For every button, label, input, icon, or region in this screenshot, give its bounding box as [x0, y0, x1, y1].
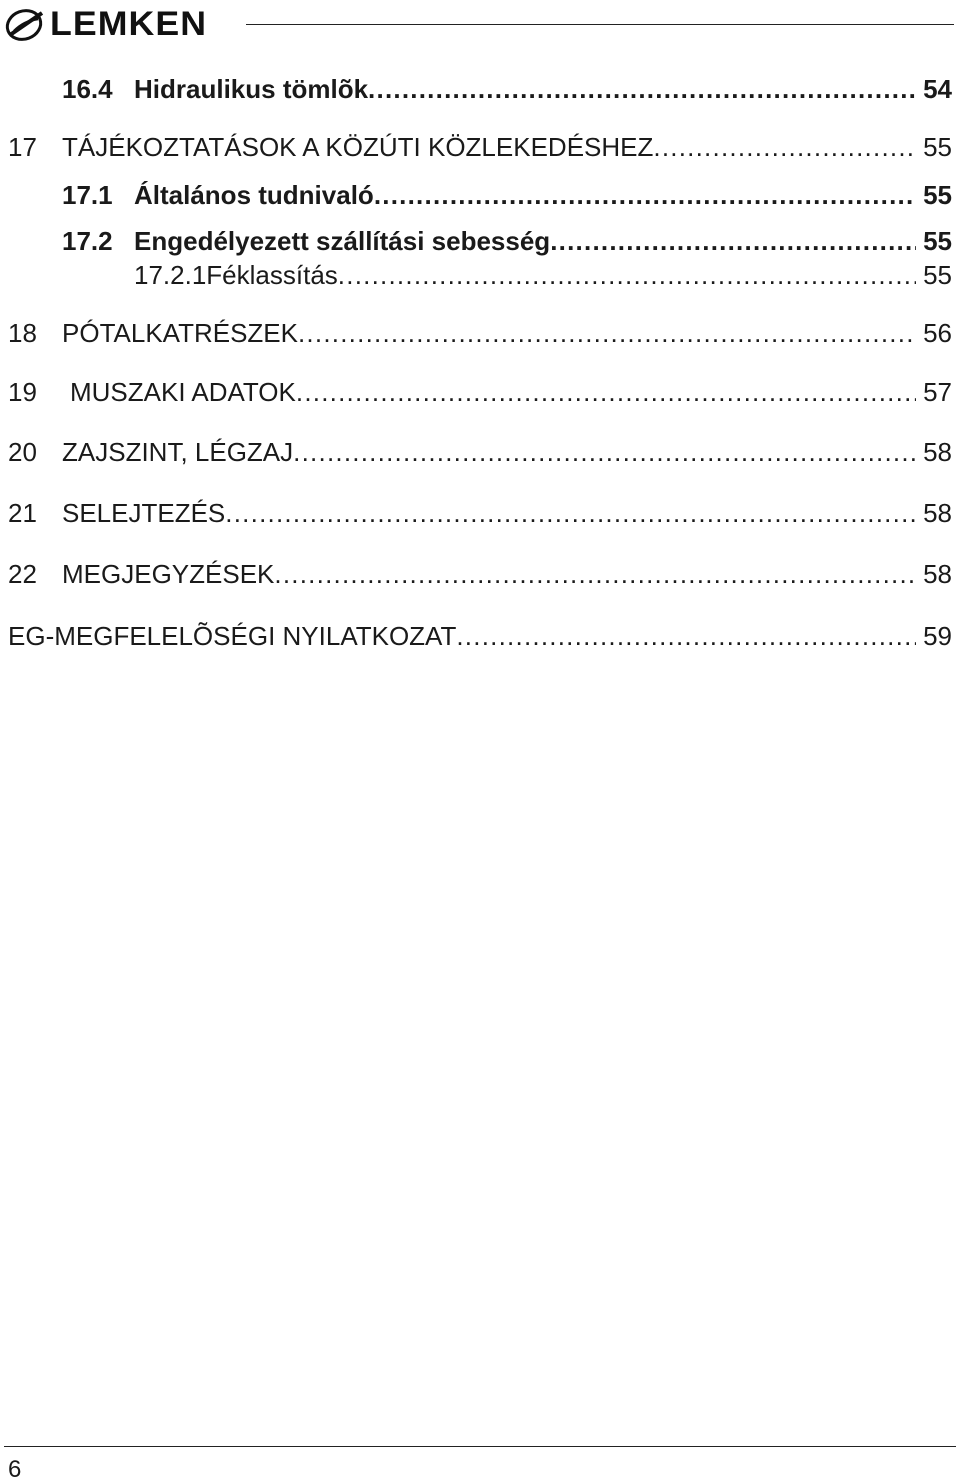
toc-entry[interactable]: [0, 316, 960, 350]
toc-entry[interactable]: [0, 178, 960, 212]
toc-entry-number: 17.1: [62, 180, 113, 210]
toc-dot-leader: [550, 224, 916, 258]
toc-entry-title-wrap: [62, 496, 916, 530]
toc-entry-number: 18: [8, 318, 37, 348]
header-rule: [246, 24, 954, 25]
toc-entry[interactable]: [0, 557, 960, 591]
toc-entry-title-wrap: [134, 258, 916, 292]
toc-entry-title-wrap: [62, 130, 916, 164]
toc-entry-number: 17.2: [62, 226, 113, 256]
toc-entry-title-wrap: [62, 316, 916, 350]
toc-entry-title: SELEJTEZÉS: [62, 498, 226, 528]
toc-entry-title: Hidraulikus tömlõk: [134, 74, 369, 104]
toc-dot-leader: [296, 375, 916, 409]
toc-entry-title-wrap: [134, 224, 916, 258]
toc-dot-leader: [274, 557, 916, 591]
toc-dot-leader: [368, 72, 916, 106]
toc-dot-leader: [338, 258, 916, 292]
toc-entry-title: TÁJÉKOZTATÁSOK A KÖZÚTI KÖZLEKEDÉSHEZ: [62, 132, 654, 162]
toc-entry-page: 55: [923, 180, 952, 210]
toc-entry-number-inline: 17.2.1: [134, 260, 207, 290]
toc-entry[interactable]: [0, 496, 960, 530]
toc-entry-page: 55: [923, 226, 952, 256]
toc-entry[interactable]: [0, 72, 960, 106]
toc-entry-number: 21: [8, 498, 37, 528]
toc-entry-number: 20: [8, 437, 37, 467]
toc-entry-page: 56: [923, 318, 952, 348]
toc-dot-leader: [225, 496, 916, 530]
toc-entry-number: 19: [8, 377, 37, 407]
toc-entry-title-wrap: [8, 619, 916, 653]
lemken-logo-icon: [4, 5, 48, 43]
toc-entry[interactable]: [0, 375, 960, 409]
toc-entry[interactable]: [0, 224, 960, 258]
logo-wordmark: LEMKEN: [50, 5, 208, 43]
toc-entry-number: 22: [8, 559, 37, 589]
toc-entry-page: 57: [923, 377, 952, 407]
toc-entry[interactable]: [0, 435, 960, 469]
toc-dot-leader: [298, 316, 916, 350]
toc-entry-title-wrap: [62, 557, 916, 591]
toc-dot-leader: [456, 619, 916, 653]
lemken-logo: [4, 4, 208, 44]
toc-dot-leader: [653, 130, 916, 164]
toc-entry-title-wrap: [62, 435, 916, 469]
toc-entry[interactable]: [0, 258, 960, 292]
toc-entry-title: Féklassítás: [206, 260, 338, 290]
toc-entry-title-wrap: [134, 72, 916, 106]
toc-entry-title: Általános tudnivaló: [134, 180, 374, 210]
toc-entry-number: 16.4: [62, 74, 113, 104]
toc-dot-leader: [374, 178, 916, 212]
toc-dot-leader: [293, 435, 916, 469]
toc-entry-title-wrap: [134, 178, 916, 212]
toc-entry-title: Engedélyezett szállítási sebesség: [134, 226, 551, 256]
toc-entry-number: 17: [8, 132, 37, 162]
toc-entry-title: EG-MEGFELELÕSÉGI NYILATKOZAT: [8, 621, 457, 651]
toc-entry-title-wrap: [70, 375, 916, 409]
toc-entry-page: 54: [923, 74, 952, 104]
toc-entry-page: 58: [923, 498, 952, 528]
toc-entry-page: 58: [923, 559, 952, 589]
toc-entry-page: 59: [923, 621, 952, 651]
toc-entry-page: 55: [923, 260, 952, 290]
toc-entry-title: MUSZAKI ADATOK: [70, 377, 296, 407]
toc-entry-title: ZAJSZINT, LÉGZAJ: [62, 437, 294, 467]
toc-entry-page: 58: [923, 437, 952, 467]
toc-entry-title: MEGJEGYZÉSEK: [62, 559, 275, 589]
toc-entry[interactable]: [0, 130, 960, 164]
toc-entry-title: PÓTALKATRÉSZEK: [62, 318, 298, 348]
page-header: [0, 0, 960, 50]
toc-entry-page: 55: [923, 132, 952, 162]
footer-rule: [4, 1446, 956, 1447]
toc-entry[interactable]: [0, 619, 960, 653]
page-number: 6: [8, 1456, 22, 1483]
